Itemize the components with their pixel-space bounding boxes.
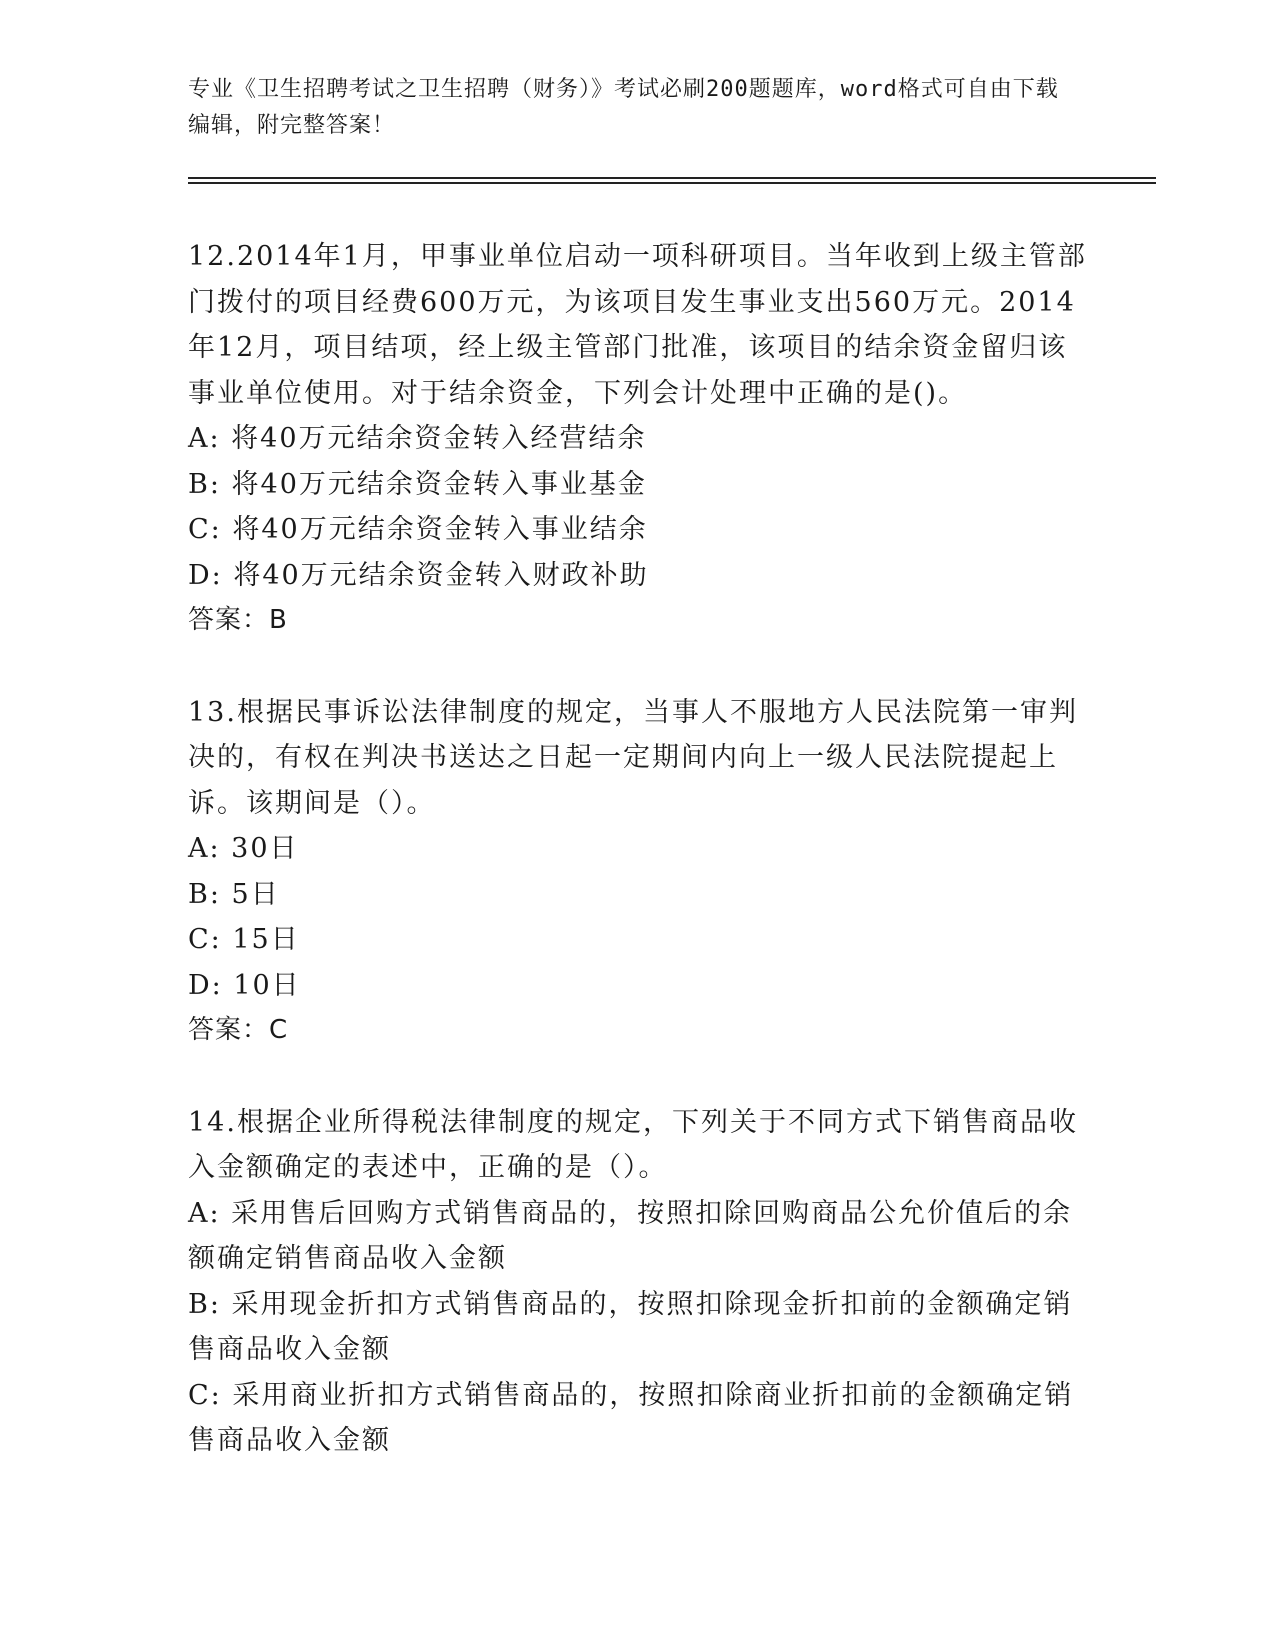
question-stem: 12.2014年1月，甲事业单位启动一项科研项目。当年收到上级主管部门拨付的项目经费600万元，为该项目发生事业支出560万元。2014年12月，项目结项，经上级主管部门批准，该项目的结余资金留归该事业单位使用。对于结余资金，下列会计处理中正确的是()。 <box>188 241 1087 409</box>
option-a: A: 30日 <box>188 833 299 864</box>
header-divider-bottom <box>188 182 1156 184</box>
option-c: C: 采用商业折扣方式销售商品的，按照扣除商业折扣前的金额确定销售商品收入金额 <box>188 1379 1074 1456</box>
option-b: B: 5日 <box>188 878 280 910</box>
option-d: D: 将40万元结余资金转入财政补助 <box>188 559 649 591</box>
option-c: C: 15日 <box>188 924 300 955</box>
option-a: A: 采用售后回购方式销售商品的，按照扣除回购商品公允价值后的余额确定销售商品收入金额 <box>188 1197 1073 1274</box>
option-b: B: 采用现金折扣方式销售商品的，按照扣除现金折扣前的金额确定销售商品收入金额 <box>188 1288 1073 1365</box>
question-13 <box>188 690 1088 1054</box>
option-d: D: 10日 <box>188 969 301 1001</box>
option-b: B: 将40万元结余资金转入事业基金 <box>188 468 647 500</box>
header-divider-top <box>188 177 1156 179</box>
answer-text: 答案：B <box>188 605 288 635</box>
answer-text: 答案：C <box>188 1015 289 1045</box>
question-stem: 14.根据企业所得税法律制度的规定，下列关于不同方式下销售商品收入金额确定的表述中，正确的是（）。 <box>188 1106 1078 1183</box>
question-stem: 13.根据民事诉讼法律制度的规定，当事人不服地方人民法院第一审判决的，有权在判决书送达之日起一定期间内向上一级人民法院提起上诉。该期间是（）。 <box>188 696 1078 819</box>
question-14 <box>188 1100 1088 1464</box>
question-list <box>188 234 1088 1510</box>
page-header-title: 专业《卫生招聘考试之卫生招聘（财务）》考试必刷200题题库，word格式可自由下载编辑，附完整答案！ <box>188 77 1059 138</box>
option-a: A: 将40万元结余资金转入经营结余 <box>188 423 647 454</box>
option-c: C: 将40万元结余资金转入事业结余 <box>188 514 648 545</box>
question-12 <box>188 234 1088 644</box>
